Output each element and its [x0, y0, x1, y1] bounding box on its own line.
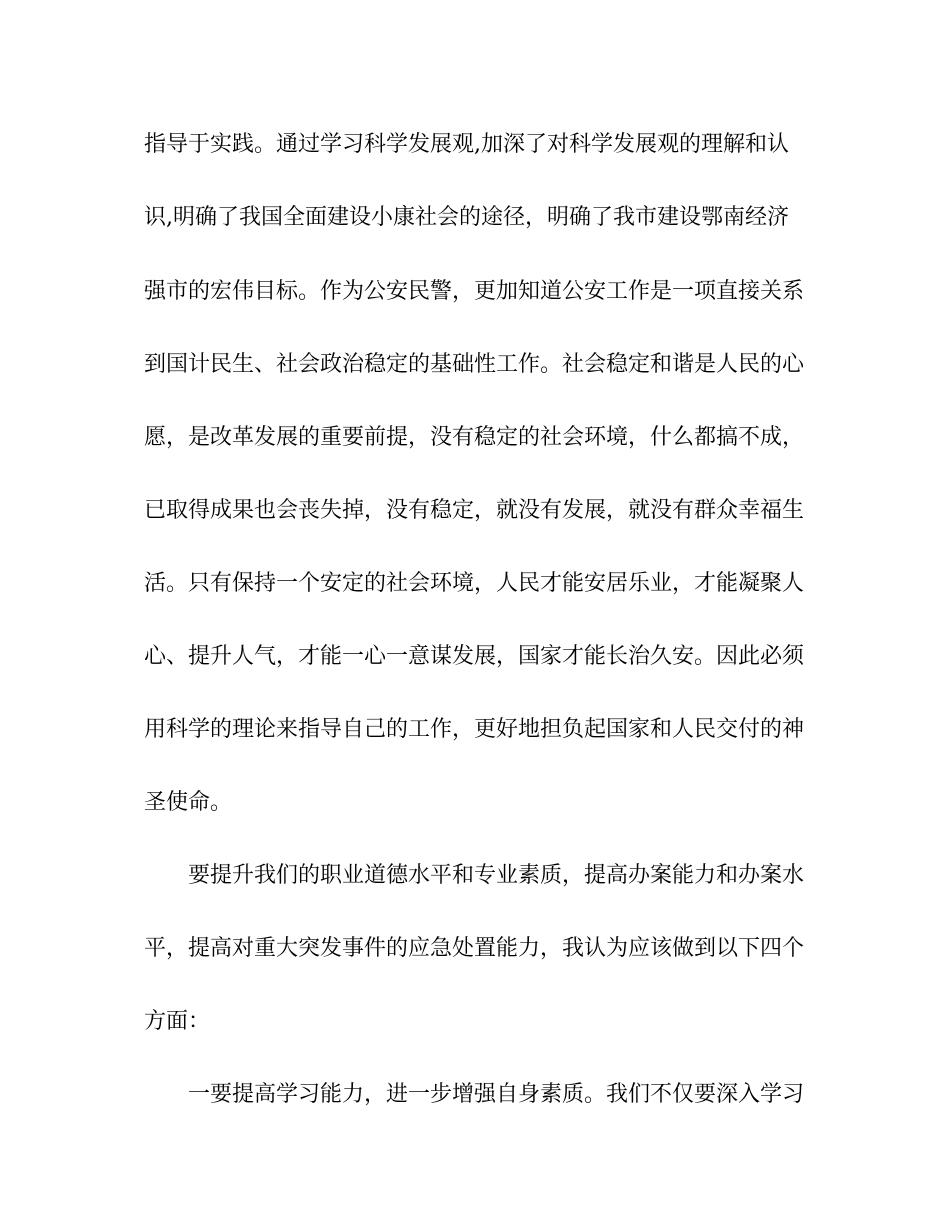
paragraph-1-line-4: 到国计民生、社会政治稳定的基础性工作。社会稳定和谐是人民的心	[144, 352, 805, 377]
paragraph-1-line-3: 强市的宏伟目标。作为公安民警，更加知道公安工作是一项直接关系	[144, 279, 805, 304]
paragraph-1-line-2: 识,明确了我国全面建设小康社会的途径，明确了我市建设鄂南经济	[144, 205, 789, 230]
paragraph-1-line-5: 愿，是改革发展的重要前提，没有稳定的社会环境，什么都搞不成，	[144, 425, 805, 450]
paragraph-1-line-7: 活。只有保持一个安定的社会环境，人民才能安居乐业，才能凝聚人	[144, 571, 805, 596]
paragraph-2-line-1: 要提升我们的职业道德水平和专业素质，提高办案能力和办案水	[188, 863, 805, 888]
paragraph-1-line-10: 圣使命。	[144, 790, 233, 815]
paragraph-3-line-1: 一要提高学习能力，进一步增强自身素质。我们不仅要深入学习	[188, 1082, 805, 1107]
paragraph-2-line-3: 方面：	[144, 1009, 211, 1034]
paragraph-2-line-2: 平，提高对重大突发事件的应急处置能力，我认为应该做到以下四个	[144, 936, 805, 961]
paragraph-1-line-1: 指导于实践。通过学习科学发展观,加深了对科学发展观的理解和认	[144, 132, 789, 157]
paragraph-1-line-9: 用科学的理论来指导自己的工作，更好地担负起国家和人民交付的神	[144, 717, 805, 742]
paragraph-1-line-6: 已取得成果也会丧失掉，没有稳定，就没有发展，就没有群众幸福生	[144, 498, 805, 523]
paragraph-1-line-8: 心、提升人气，才能一心一意谋发展，国家才能长治久安。因此必须	[144, 644, 805, 669]
